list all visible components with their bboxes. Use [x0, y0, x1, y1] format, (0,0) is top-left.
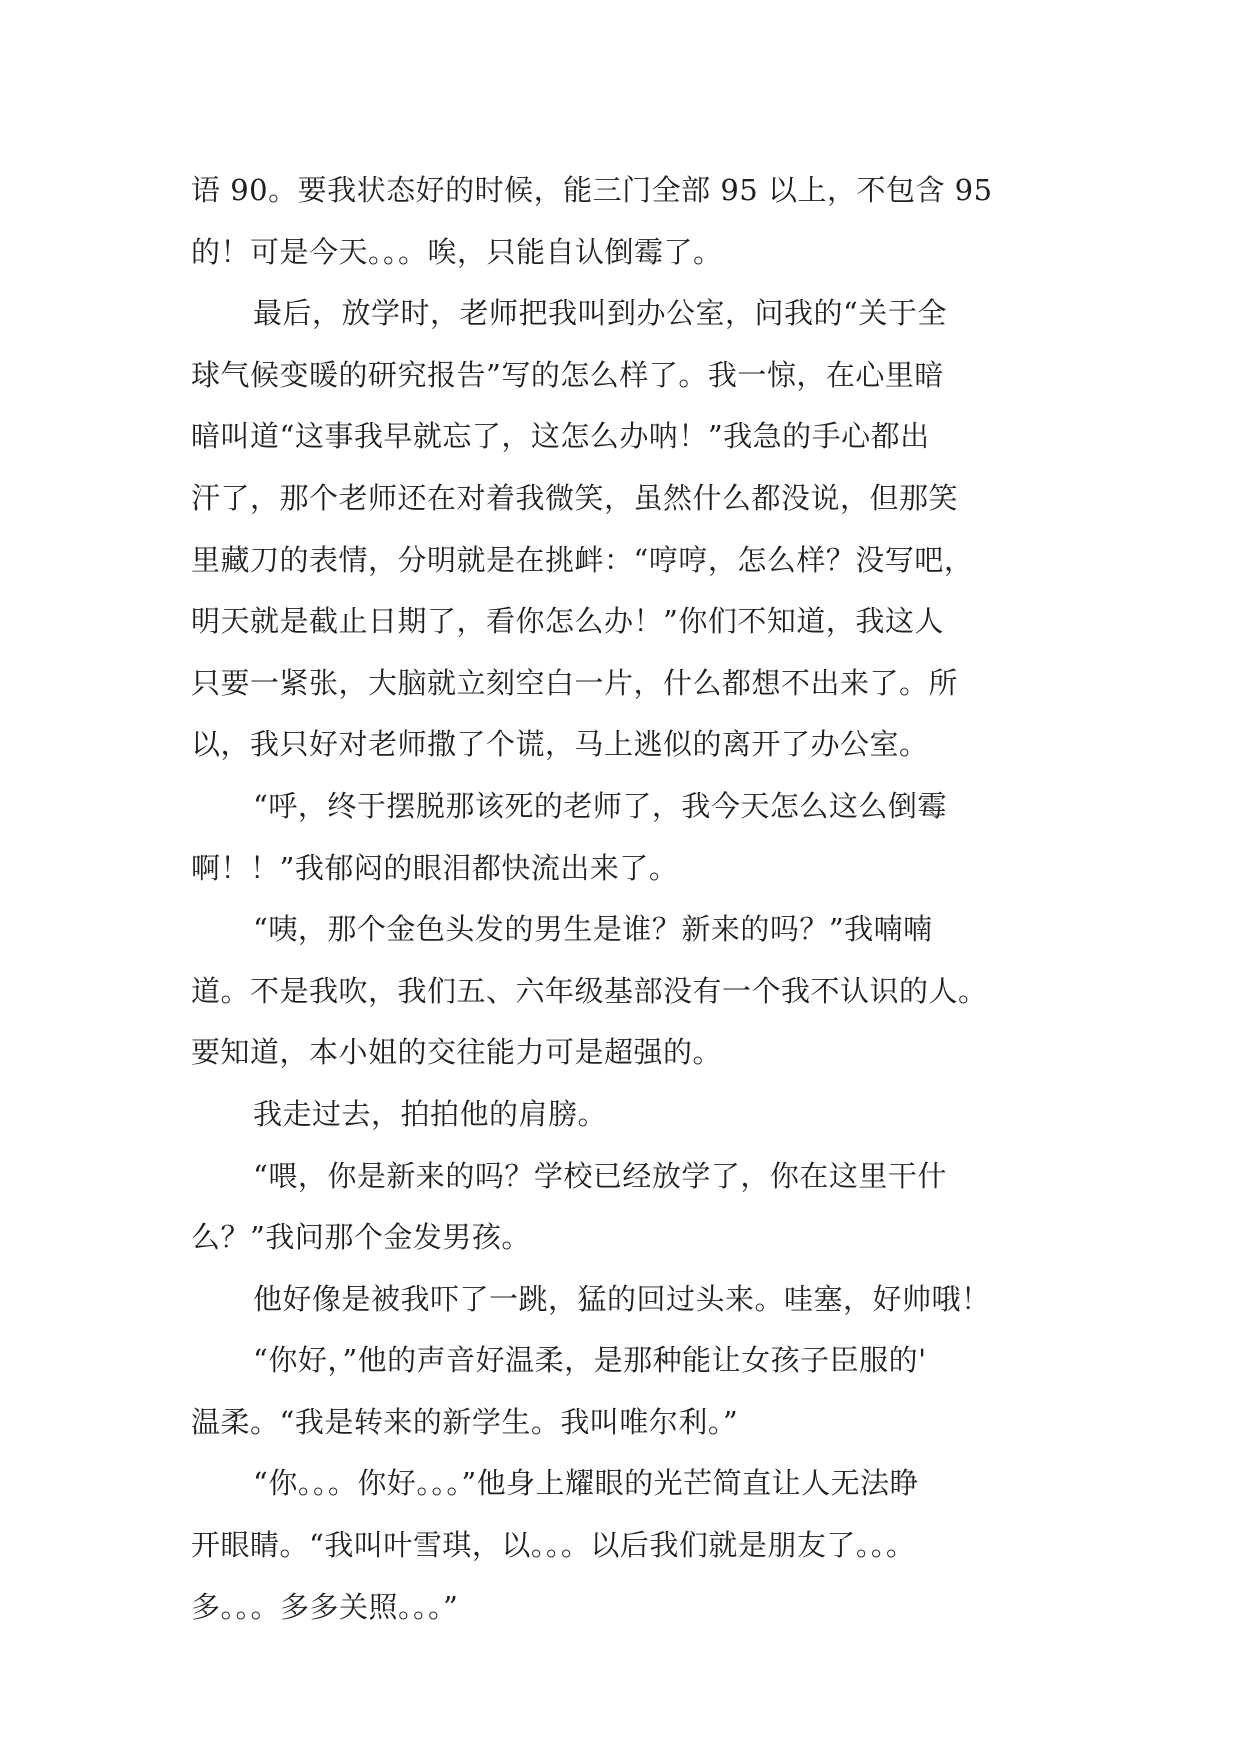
text-line: 明天就是截止日期了，看你怎么办！”你们不知道，我这人 — [191, 604, 944, 639]
body-text — [191, 160, 1051, 1638]
text-line: 最后，放学时，老师把我叫到办公室，问我的“关于全 — [253, 296, 947, 331]
text-line: “咦，那个金色头发的男生是谁？新来的吗？”我喃喃 — [253, 912, 933, 947]
text-line: 汗了，那个老师还在对着我微笑，虽然什么都没说，但那笑 — [191, 480, 959, 515]
text-line: 开眼睛。“我叫叶雪琪，以。。。以后我们就是朋友了。。。 — [191, 1528, 916, 1563]
text-line: 多。。。多多关照。。。” — [191, 1589, 459, 1624]
text-line: “喂，你是新来的吗？学校已经放学了，你在这里干什 — [253, 1158, 947, 1193]
text-line: 他好像是被我吓了一跳，猛的回过头来。哇塞，好帅哦！ — [253, 1281, 991, 1316]
text-line: 啊！！”我郁闷的眼泪都快流出来了。 — [191, 850, 679, 885]
text-line: 温柔。“我是转来的新学生。我叫唯尔利。” — [191, 1404, 739, 1439]
text-line: 以，我只好对老师撒了个谎，马上逃似的离开了办公室。 — [191, 727, 929, 762]
text-line: “呼，终于摆脱那该死的老师了，我今天怎么这么倒霉 — [253, 788, 947, 823]
text-line: 么？”我问那个金发男孩。 — [191, 1220, 531, 1255]
text-line: 球气候变暖的研究报告”写的怎么样了。我一惊，在心里暗 — [191, 357, 944, 392]
text-line: 道。不是我吹，我们五、六年级基部没有一个我不认识的人。 — [191, 973, 988, 1008]
text-line: 的！可是今天。。。唉，只能自认倒霉了。 — [191, 234, 723, 269]
text-line: “你。。。你好。。。”他身上耀眼的光芒简直让人无法睁 — [253, 1466, 920, 1501]
text-line: 我走过去，拍拍他的肩膀。 — [253, 1096, 608, 1131]
text-line: 里藏刀的表情，分明就是在挑衅：“哼哼，怎么样？没写吧， — [191, 542, 974, 577]
text-line: 要知道，本小姐的交往能力可是超强的。 — [191, 1035, 723, 1070]
text-line: 语 90。要我状态好的时候，能三门全部 95 以上，不包含 95 — [191, 173, 993, 207]
text-line: “你好，”他的声音好温柔，是那种能让女孩子臣服的' — [253, 1343, 927, 1378]
text-line: 暗叫道“这事我早就忘了，这怎么办呐！”我急的手心都出 — [191, 419, 930, 454]
text-line: 只要一紧张，大脑就立刻空白一片，什么都想不出来了。所 — [191, 665, 959, 700]
